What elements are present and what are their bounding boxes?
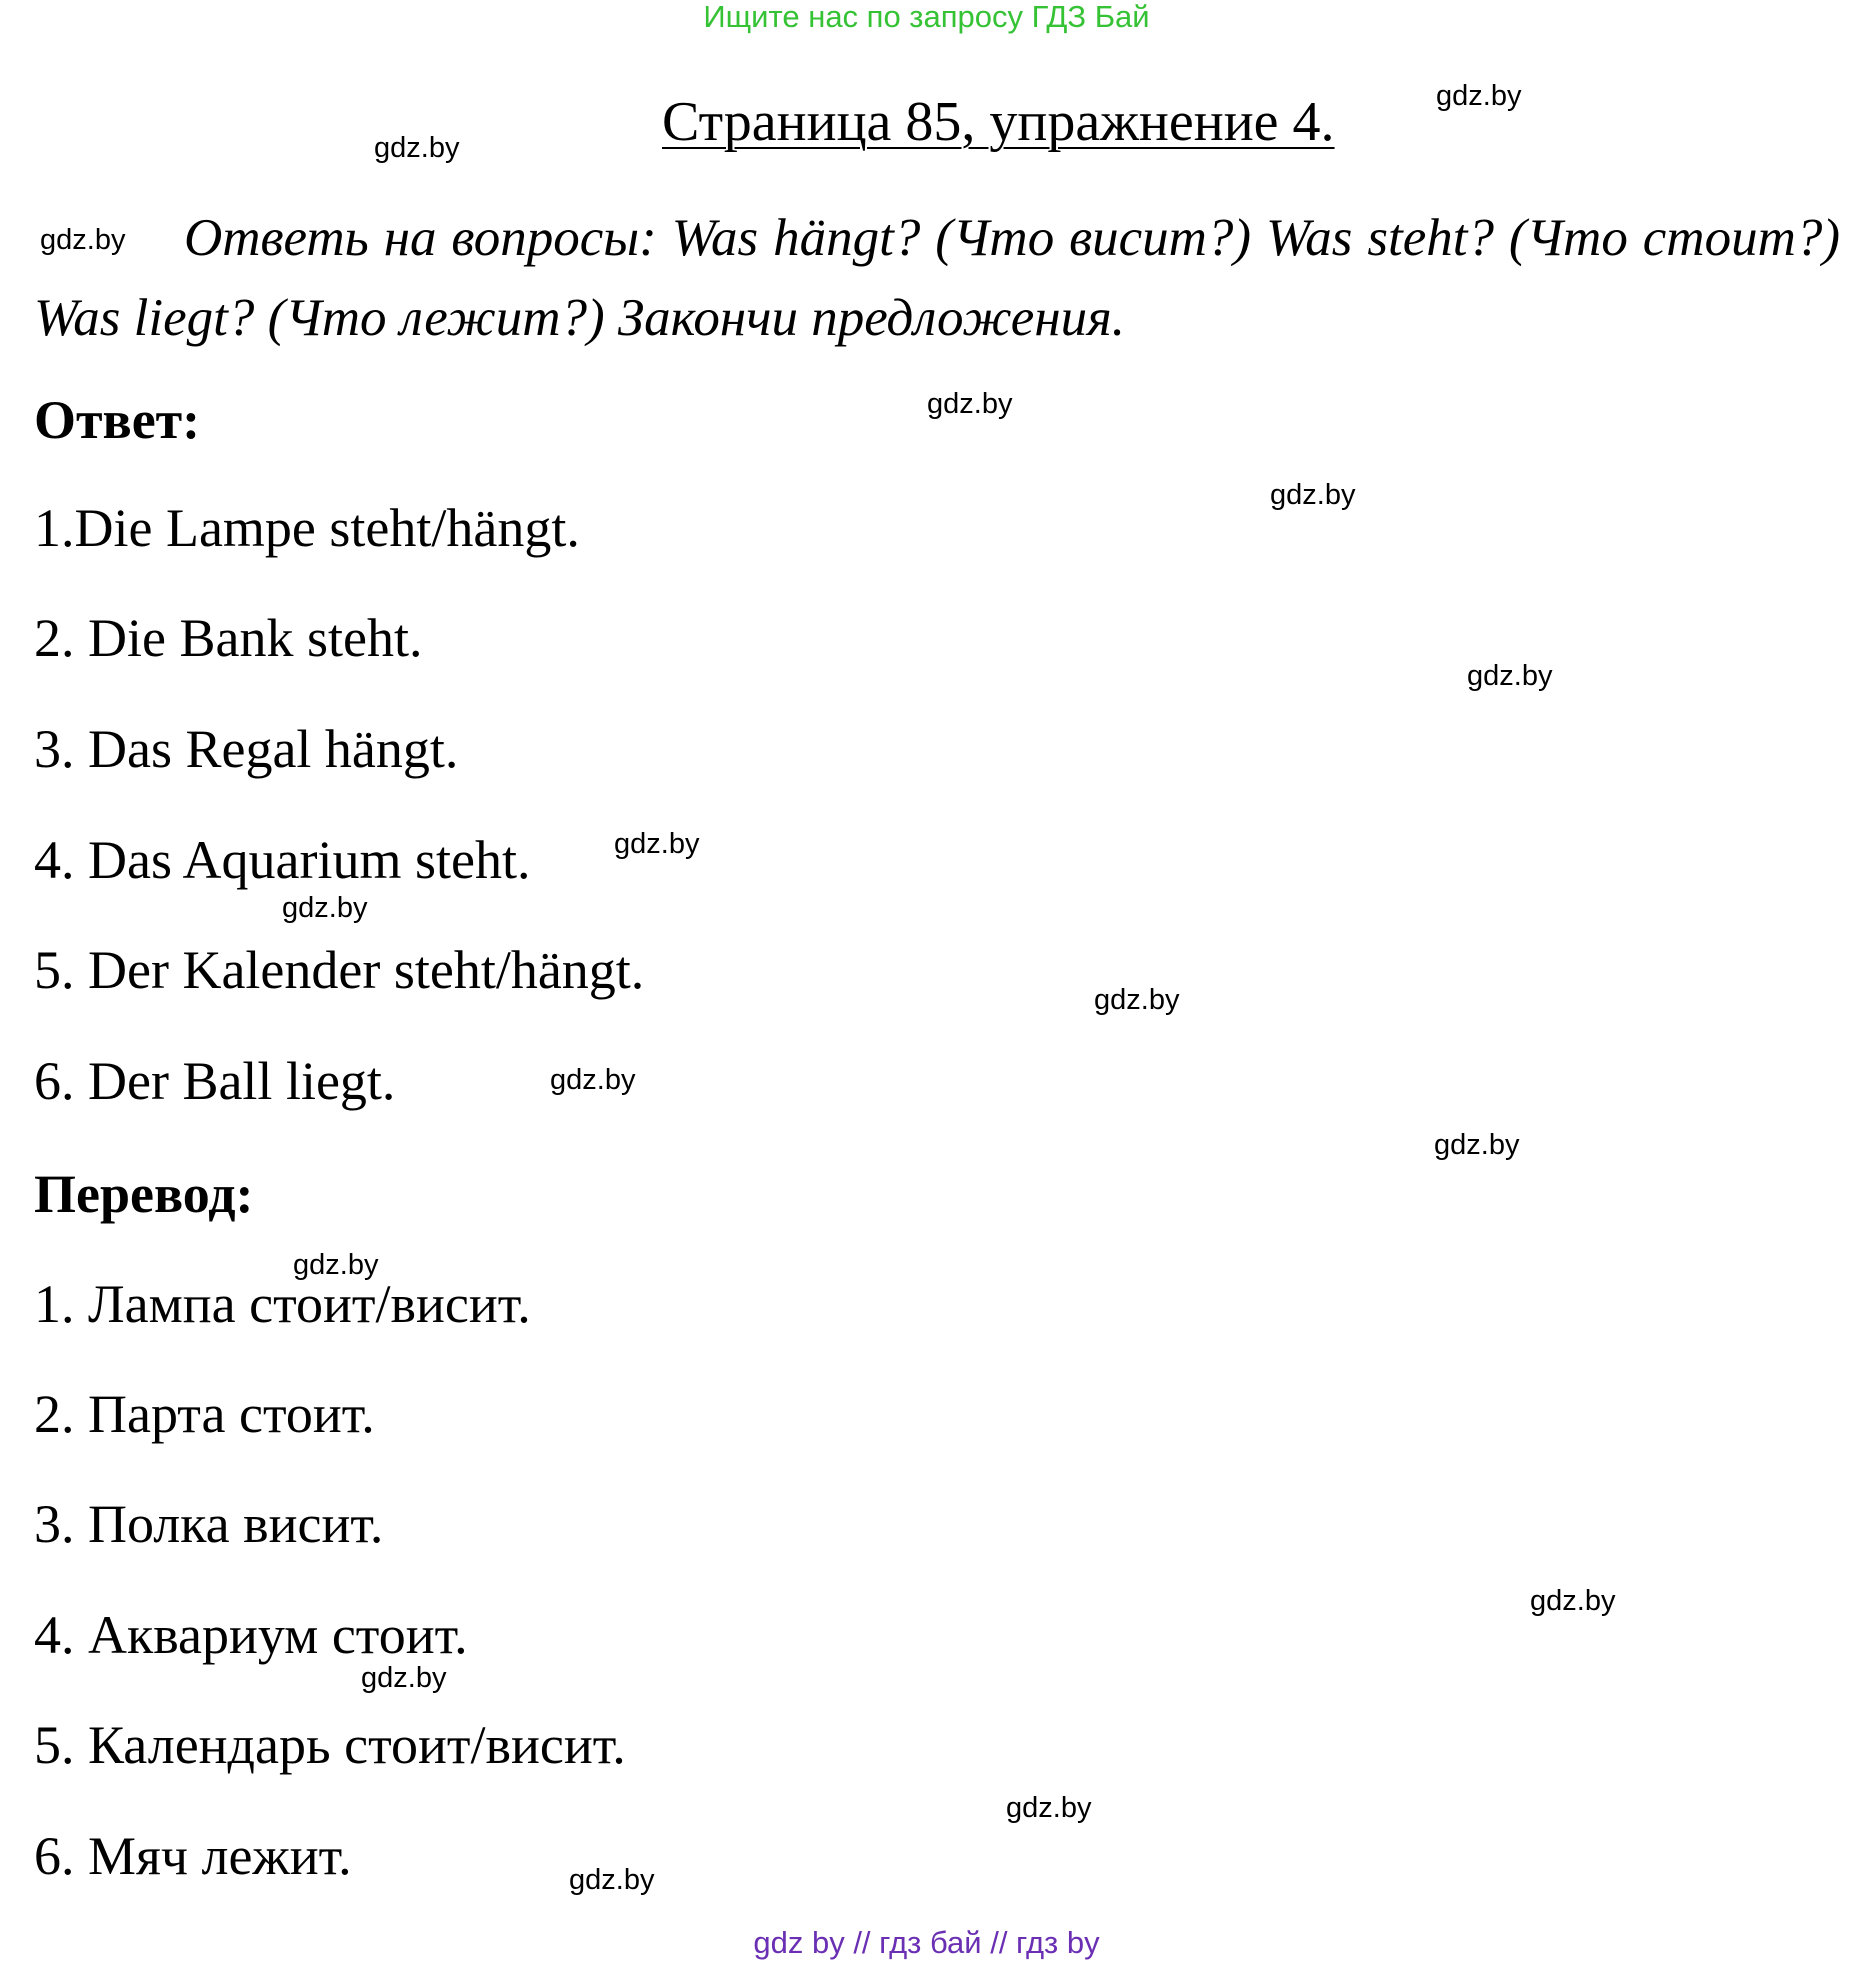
answer-item-2: 2. Die Bank steht.	[34, 608, 423, 668]
answer-item-1: 1.Die Lampe steht/hängt.	[34, 498, 580, 558]
watermark: gdz.by	[569, 1864, 655, 1896]
watermark: gdz.by	[1467, 660, 1553, 692]
watermark: gdz.by	[927, 388, 1013, 420]
watermark: gdz.by	[1434, 1129, 1520, 1161]
watermark: gdz.by	[1094, 984, 1180, 1016]
translation-item-2: 2. Парта стоит.	[34, 1384, 375, 1444]
answer-item-5: 5. Der Kalender steht/hängt.	[34, 940, 645, 1000]
page-title: Страница 85, упражнение 4.	[662, 91, 1335, 153]
watermark: gdz.by	[1270, 479, 1356, 511]
watermark: gdz.by	[1006, 1792, 1092, 1824]
watermark: gdz.by	[293, 1249, 379, 1281]
watermark: gdz.by	[1530, 1585, 1616, 1617]
answer-item-4: 4. Das Aquarium steht.	[34, 830, 531, 890]
translation-item-6: 6. Мяч лежит.	[34, 1826, 352, 1886]
translation-item-1: 1. Лампа стоит/висит.	[34, 1274, 531, 1334]
translation-item-5: 5. Календарь стоит/висит.	[34, 1715, 626, 1775]
watermark: gdz.by	[1436, 80, 1522, 112]
translation-heading: Перевод:	[34, 1164, 254, 1224]
translation-item-4: 4. Аквариум стоит.	[34, 1605, 468, 1665]
watermark: gdz.by	[361, 1662, 447, 1694]
footer-links: gdz by // гдз бай // гдз by	[753, 1925, 1100, 1960]
task-text: Ответь на вопросы: Was hängt? (Что висит?) Was steht? (Что стоит?) Was liegt? (Что лежит?) Закончи предложения.	[34, 209, 1840, 347]
watermark: gdz.by	[282, 892, 368, 924]
answer-heading: Ответ:	[34, 390, 201, 450]
translation-item-3: 3. Полка висит.	[34, 1494, 384, 1554]
top-banner: Ищите нас по запросу ГДЗ Бай	[703, 0, 1150, 34]
watermark: gdz.by	[40, 224, 126, 256]
answer-item-6: 6. Der Ball liegt.	[34, 1051, 396, 1111]
watermark: gdz.by	[374, 132, 460, 164]
watermark: gdz.by	[614, 828, 700, 860]
watermark: gdz.by	[550, 1064, 636, 1096]
answer-item-3: 3. Das Regal hängt.	[34, 719, 459, 779]
